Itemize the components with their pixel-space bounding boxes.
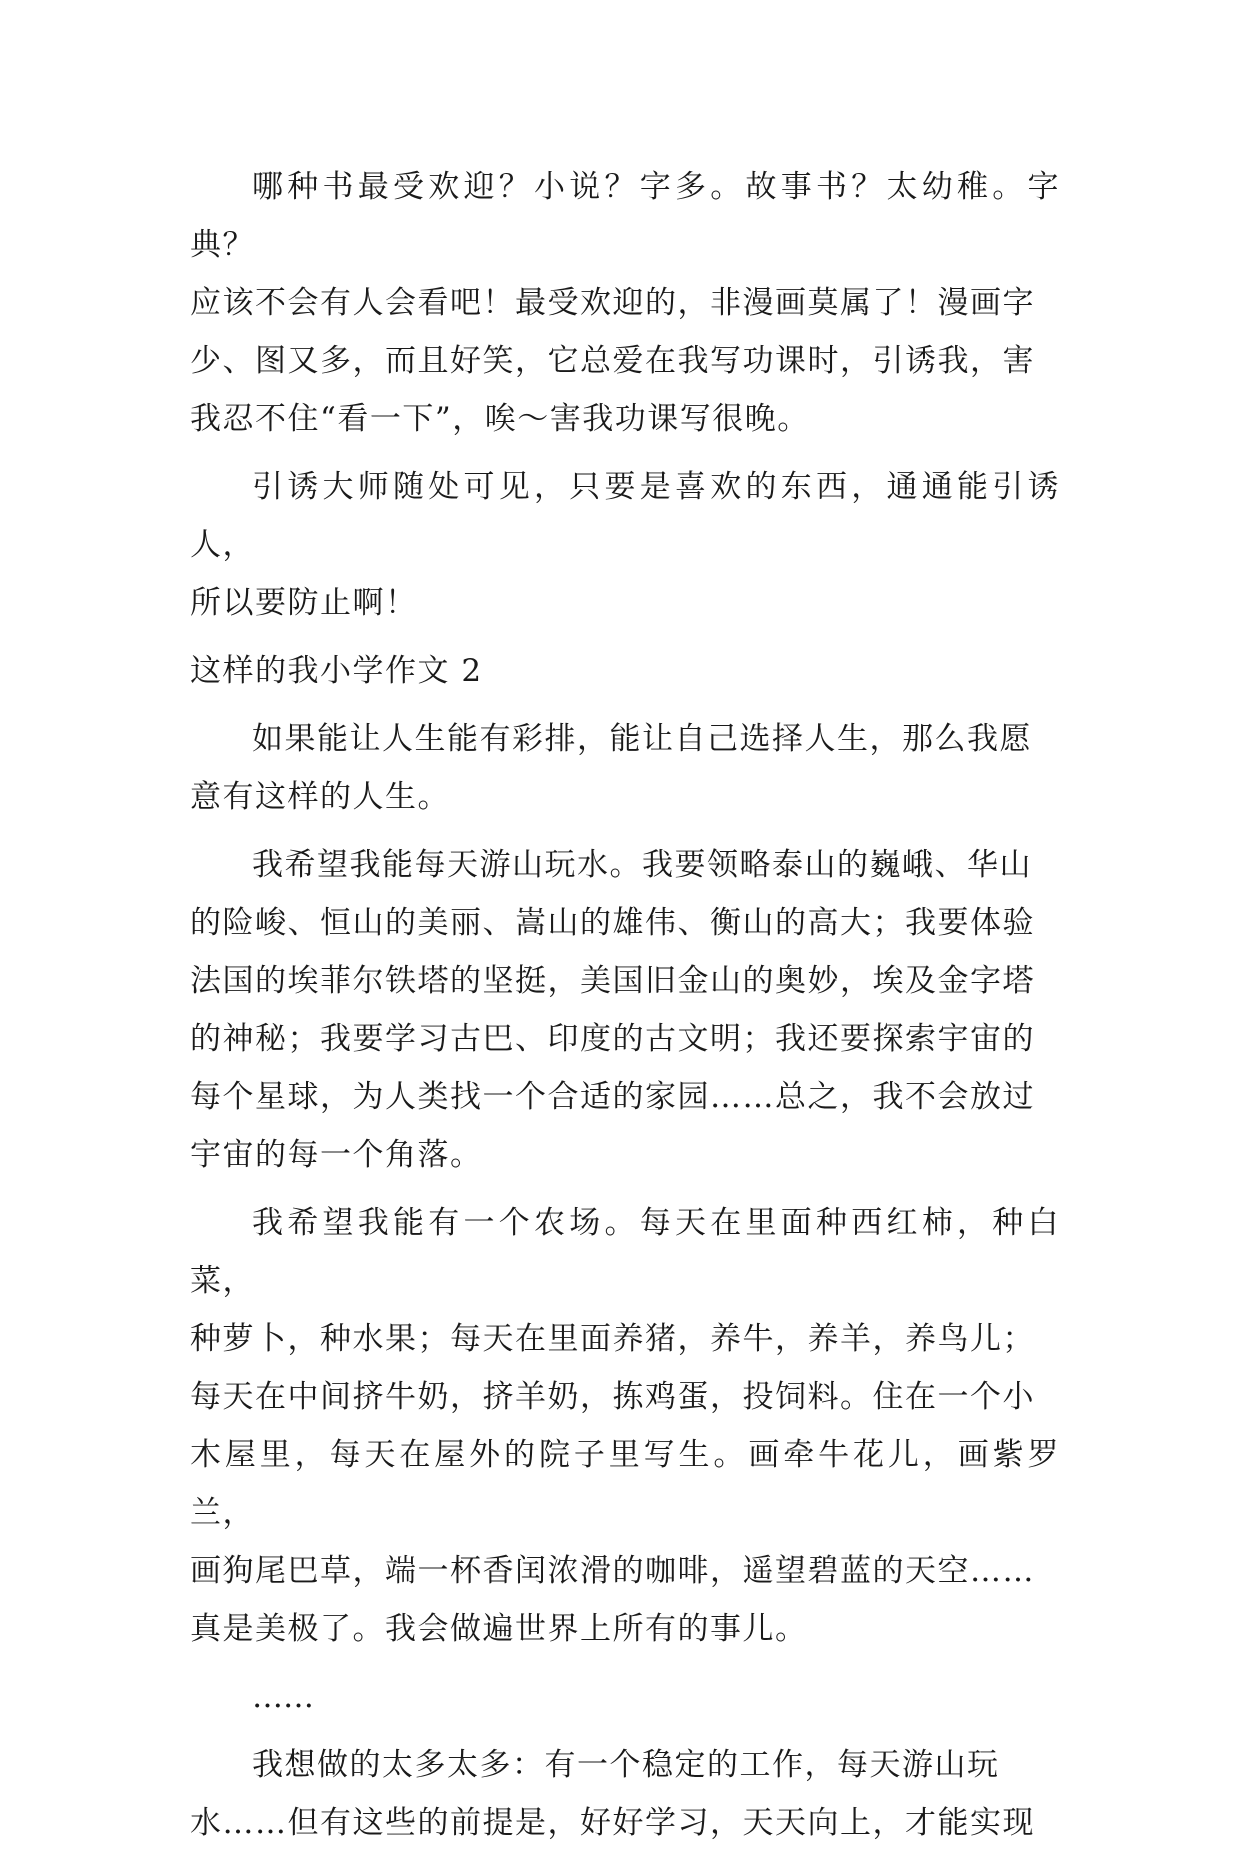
text-line: 种萝卜，种水果；每天在里面养猪，养牛，养羊，养鸟儿； — [190, 1321, 1035, 1357]
text-line: 我忍不住“看一下”，唉～害我功课写很晚。 — [190, 401, 810, 437]
text-line: 如果能让人生能有彩排，能让自己选择人生，那么我愿 — [252, 721, 1032, 757]
paragraph-rehearsal — [190, 710, 1060, 826]
paragraph-farm — [190, 1194, 1060, 1658]
text-line: 引诱大师随处可见，只要是喜欢的东西，通通能引诱人， — [190, 469, 1060, 563]
text-line: 意有这样的人生。 — [190, 779, 450, 815]
text-line: 我希望我能每天游山玩水。我要领略泰山的巍峨、华山 — [252, 847, 1032, 883]
paragraph-conclusion — [190, 1736, 1060, 1852]
paragraph-ellipsis — [190, 1668, 1060, 1726]
section-heading — [190, 642, 1060, 700]
text-line: 少、图又多，而且好笑，它总爱在我写功课时，引诱我，害 — [190, 343, 1035, 379]
text-line: 画狗尾巴草，端一杯香闰浓滑的咖啡，遥望碧蓝的天空…… — [190, 1553, 1035, 1589]
text-line: 每天在中间挤牛奶，挤羊奶，拣鸡蛋，投饲料。住在一个小 — [190, 1379, 1035, 1415]
paragraph-comics — [190, 158, 1060, 448]
text-line: 的险峻、恒山的美丽、嵩山的雄伟、衡山的高大；我要体验 — [190, 905, 1035, 941]
text-line: 应该不会有人会看吧！最受欢迎的，非漫画莫属了！漫画字 — [190, 285, 1035, 321]
paragraph-temptation — [190, 458, 1060, 632]
text-line: 哪种书最受欢迎？小说？字多。故事书？太幼稚。字典？ — [190, 169, 1060, 263]
paragraph-travel — [190, 836, 1060, 1184]
text-line: 水……但有这些的前提是，好好学习，天天向上，才能实现 — [190, 1805, 1035, 1841]
text-line: 的神秘；我要学习古巴、印度的古文明；我还要探索宇宙的 — [190, 1021, 1035, 1057]
text-line: 木屋里，每天在屋外的院子里写生。画牵牛花儿，画紫罗兰， — [190, 1437, 1060, 1531]
ellipsis-text: …… — [252, 1679, 314, 1715]
text-line: 每个星球，为人类找一个合适的家园……总之，我不会放过 — [190, 1079, 1035, 1115]
heading-text: 这样的我小学作文 2 — [190, 653, 483, 689]
text-line: 我想做的太多太多：有一个稳定的工作，每天游山玩 — [252, 1747, 1000, 1783]
text-line: 真是美极了。我会做遍世界上所有的事儿。 — [190, 1611, 808, 1647]
text-line: 法国的埃菲尔铁塔的坚挺，美国旧金山的奥妙，埃及金字塔 — [190, 963, 1035, 999]
text-line: 宇宙的每一个角落。 — [190, 1137, 483, 1173]
document-body — [190, 158, 1060, 1862]
text-line: 我希望我能有一个农场。每天在里面种西红柿，种白菜， — [190, 1205, 1060, 1299]
text-line: 所以要防止啊！ — [190, 585, 418, 621]
